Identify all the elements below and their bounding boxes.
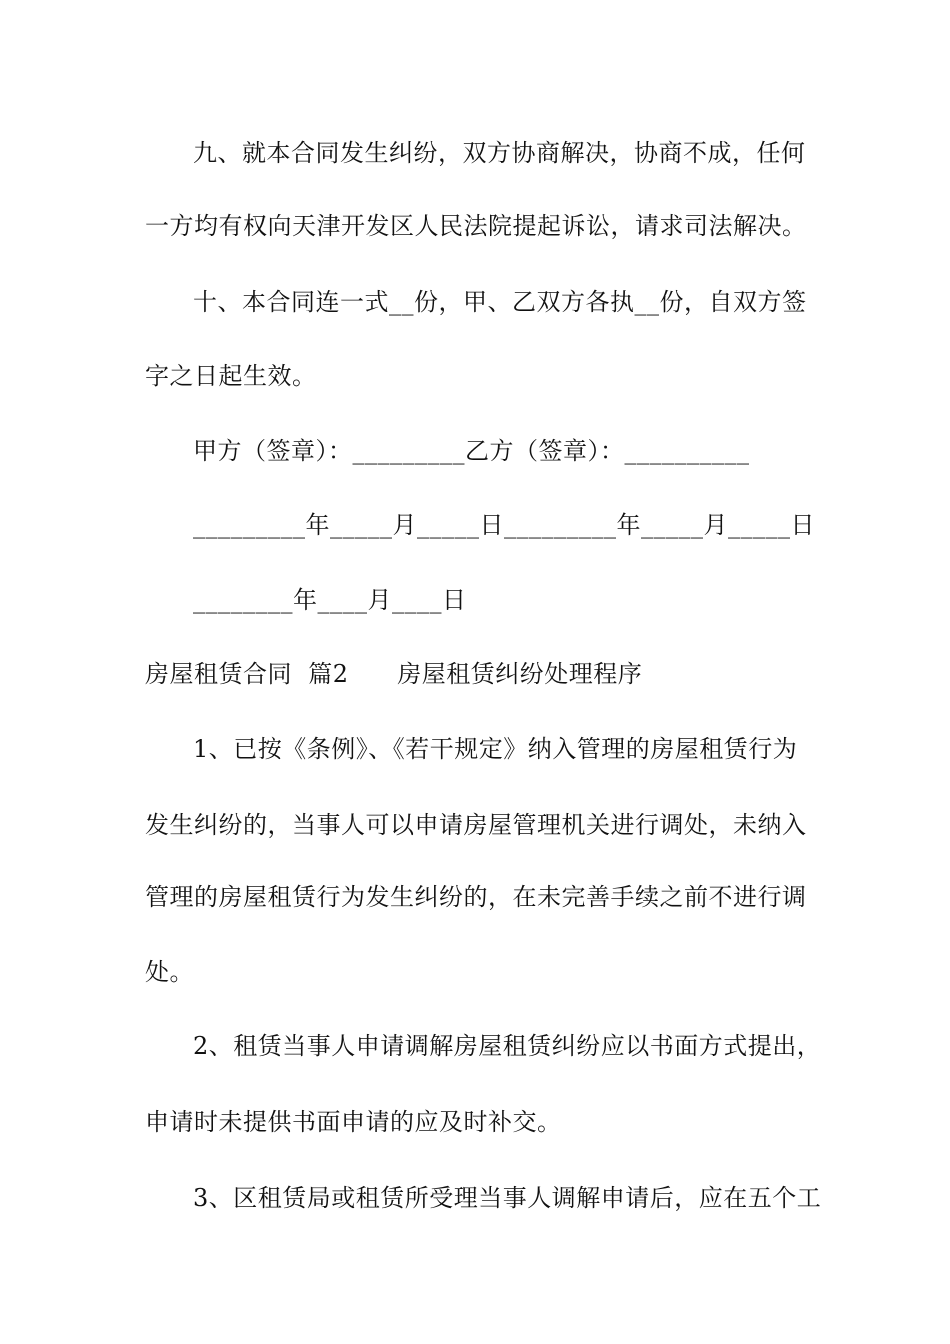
item-1-line-2: 发生纠纷的，当事人可以申请房屋管理机关进行调处，未纳入 xyxy=(145,811,807,839)
clause-10-line-2: 字之日起生效。 xyxy=(145,362,317,390)
clause-10-line-1: 十、本合同连一式__份，甲、乙双方各执__份，自双方签 xyxy=(193,288,807,316)
signature-line: 甲方（签章）：_________乙方（签章）：__________ xyxy=(193,437,750,465)
item-1-line-4: 处。 xyxy=(145,958,194,986)
item-2-line-2: 申请时未提供书面申请的应及时补交。 xyxy=(145,1108,562,1136)
clause-9-line-2: 一方均有权向天津开发区人民法院提起诉讼，请求司法解决。 xyxy=(145,212,807,240)
clause-9-line-1: 九、就本合同发生纠纷，双方协商解决，协商不成，任何 xyxy=(193,139,806,167)
item-3-line-1: 3、区租赁局或租赁所受理当事人调解申请后，应在五个工 xyxy=(193,1184,822,1212)
date-line-2: ________年____月____日 xyxy=(193,586,467,614)
item-1-line-1: 1、已按《条例》、《若干规定》纳入管理的房屋租赁行为 xyxy=(193,735,798,763)
item-1-line-3: 管理的房屋租赁行为发生纠纷的，在未完善手续之前不进行调 xyxy=(145,883,807,911)
date-line-1: _________年_____月_____日_________年_____月_____日 xyxy=(193,511,815,539)
item-2-line-1: 2、租赁当事人申请调解房屋租赁纠纷应以书面方式提出， xyxy=(193,1032,822,1060)
section-heading: 房屋租赁合同 篇2 房屋租赁纠纷处理程序 xyxy=(145,660,643,688)
